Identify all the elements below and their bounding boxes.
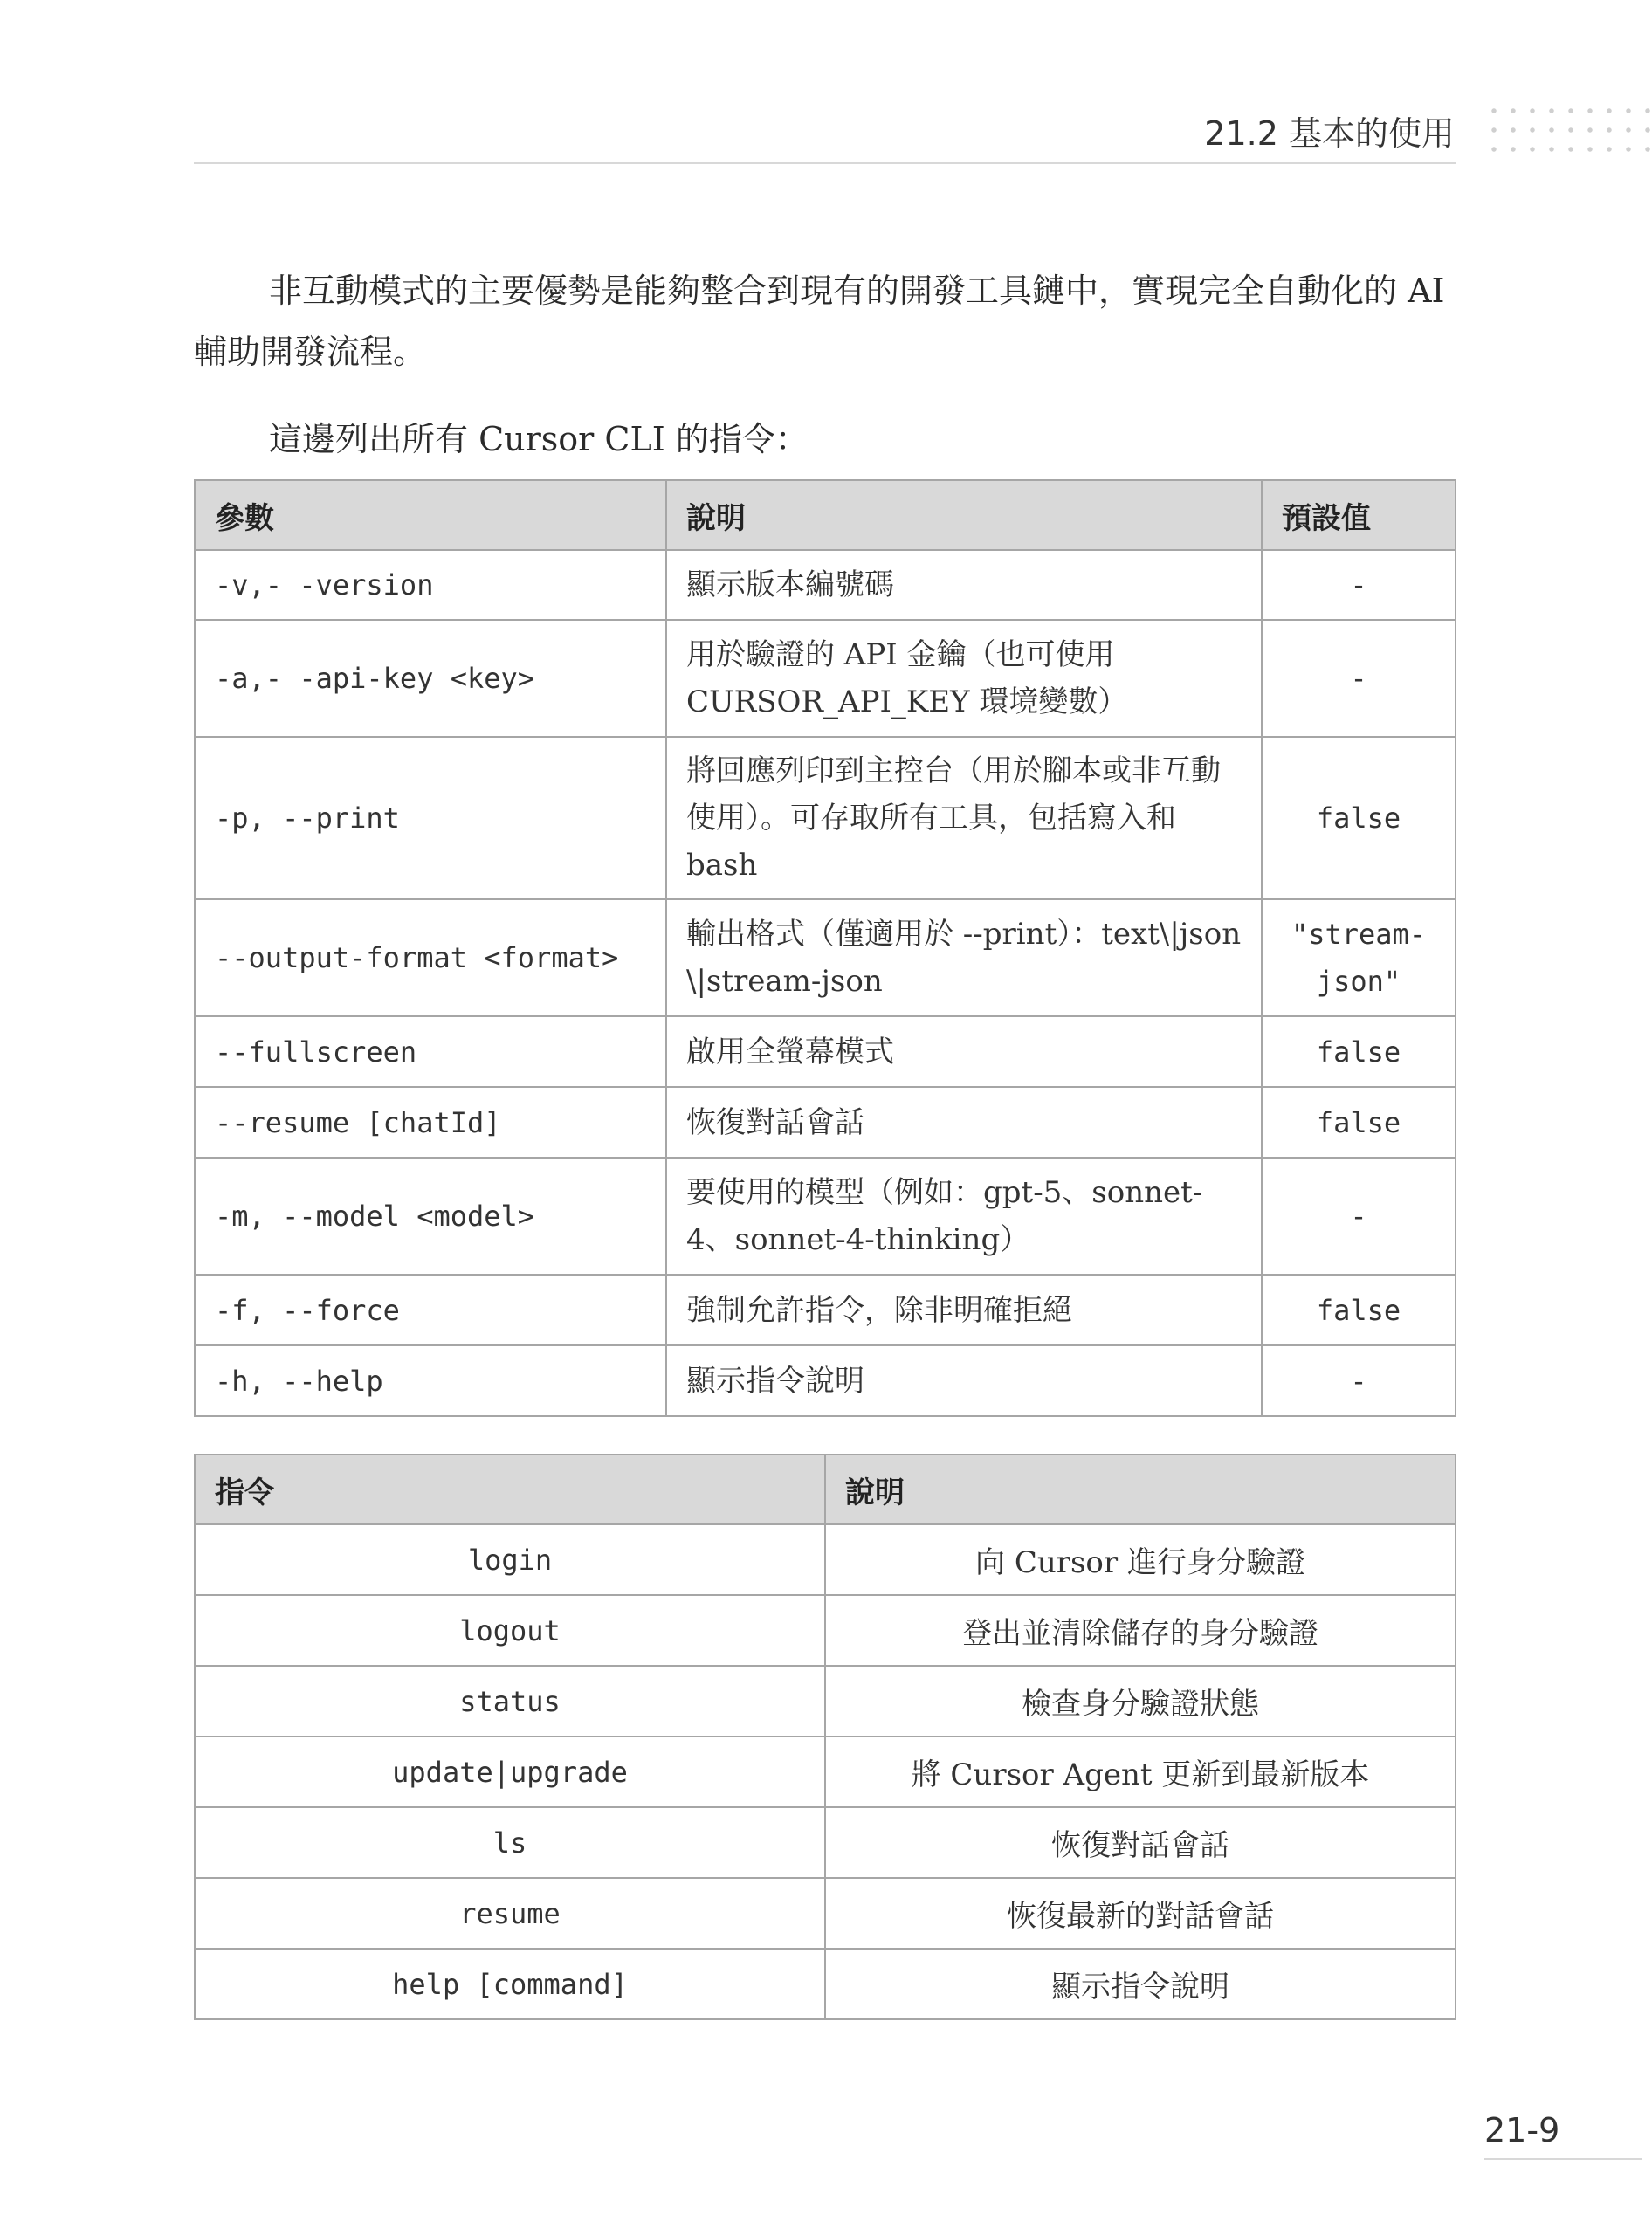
option-description: 啟用全螢幕模式 <box>666 1016 1262 1087</box>
section-header: 21.2 基本的使用 <box>1204 114 1455 153</box>
command-name: login <box>195 1524 825 1595</box>
option-description: 顯示版本編號碼 <box>666 550 1262 620</box>
option-default: - <box>1262 620 1456 737</box>
command-name: help [command] <box>195 1949 825 2019</box>
table-row <box>195 737 1456 899</box>
option-description: 強制允許指令，除非明確拒絕 <box>666 1275 1262 1345</box>
header-cell-description: 說明 <box>666 480 1262 550</box>
option-name: --resume [chatId] <box>195 1087 666 1158</box>
option-description: 用於驗證的 API 金鑰（也可使用 CURSOR_API_KEY 環境變數） <box>666 620 1262 737</box>
option-name: -v,- -version <box>195 550 666 620</box>
command-name: update|upgrade <box>195 1736 825 1807</box>
table-row <box>195 550 1456 620</box>
table-row <box>195 1087 1456 1158</box>
header-cell-default: 預設值 <box>1262 480 1456 550</box>
option-description: 將回應列印到主控台（用於腳本或非互動使用）。可存取所有工具，包括寫入和 bash <box>666 737 1262 899</box>
command-name: ls <box>195 1807 825 1878</box>
command-name: logout <box>195 1595 825 1666</box>
option-name: -f, --force <box>195 1275 666 1345</box>
header-divider <box>194 162 1456 164</box>
list-intro-paragraph: 這邊列出所有 Cursor CLI 的指令： <box>269 420 809 458</box>
table-row <box>195 620 1456 737</box>
decorative-dot-grid <box>1484 101 1652 155</box>
header-cell-command: 指令 <box>195 1454 825 1524</box>
table-row <box>195 1158 1456 1275</box>
table-row <box>195 1949 1456 2019</box>
table-row <box>195 1736 1456 1807</box>
command-description: 將 Cursor Agent 更新到最新版本 <box>825 1736 1456 1807</box>
command-description: 向 Cursor 進行身分驗證 <box>825 1524 1456 1595</box>
option-name: -a,- -api-key <key> <box>195 620 666 737</box>
option-description: 顯示指令說明 <box>666 1345 1262 1416</box>
table-row <box>195 1878 1456 1949</box>
commands-table-header-row <box>195 1454 1456 1524</box>
table-row <box>195 1345 1456 1416</box>
table-row <box>195 1595 1456 1666</box>
table-row <box>195 899 1456 1016</box>
intro-paragraph: 非互動模式的主要優勢是能夠整合到現有的開發工具鏈中，實現完全自動化的 AI 輔助開發流程。 <box>194 272 1445 371</box>
option-name: -m, --model <model> <box>195 1158 666 1275</box>
options-table <box>194 479 1456 1417</box>
table-row <box>195 1524 1456 1595</box>
option-default: false <box>1262 1016 1456 1087</box>
option-name: --output-format <format> <box>195 899 666 1016</box>
option-name: --fullscreen <box>195 1016 666 1087</box>
option-default: "stream-json" <box>1262 899 1456 1016</box>
command-name: resume <box>195 1878 825 1949</box>
table-row <box>195 1275 1456 1345</box>
option-name: -p, --print <box>195 737 666 899</box>
options-table-header-row <box>195 480 1456 550</box>
header-cell-parameter: 參數 <box>195 480 666 550</box>
option-default: - <box>1262 1345 1456 1416</box>
table-row <box>195 1807 1456 1878</box>
page-number: 21-9 <box>1484 2111 1560 2149</box>
option-description: 恢復對話會話 <box>666 1087 1262 1158</box>
option-default: false <box>1262 1275 1456 1345</box>
commands-table <box>194 1454 1456 2020</box>
command-description: 恢復最新的對話會話 <box>825 1878 1456 1949</box>
command-description: 顯示指令說明 <box>825 1949 1456 2019</box>
command-description: 檢查身分驗證狀態 <box>825 1666 1456 1736</box>
table-row <box>195 1016 1456 1087</box>
table-row <box>195 1666 1456 1736</box>
header-cell-description: 說明 <box>825 1454 1456 1524</box>
footer-divider <box>1484 2158 1642 2160</box>
option-default: false <box>1262 1087 1456 1158</box>
command-description: 恢復對話會話 <box>825 1807 1456 1878</box>
option-default: - <box>1262 550 1456 620</box>
option-description: 要使用的模型（例如：gpt-5、sonnet-4、sonnet-4-thinking） <box>666 1158 1262 1275</box>
option-default: false <box>1262 737 1456 899</box>
option-default: - <box>1262 1158 1456 1275</box>
option-description: 輸出格式（僅適用於 --print）：text\|json \|stream-json <box>666 899 1262 1016</box>
command-description: 登出並清除儲存的身分驗證 <box>825 1595 1456 1666</box>
command-name: status <box>195 1666 825 1736</box>
option-name: -h, --help <box>195 1345 666 1416</box>
